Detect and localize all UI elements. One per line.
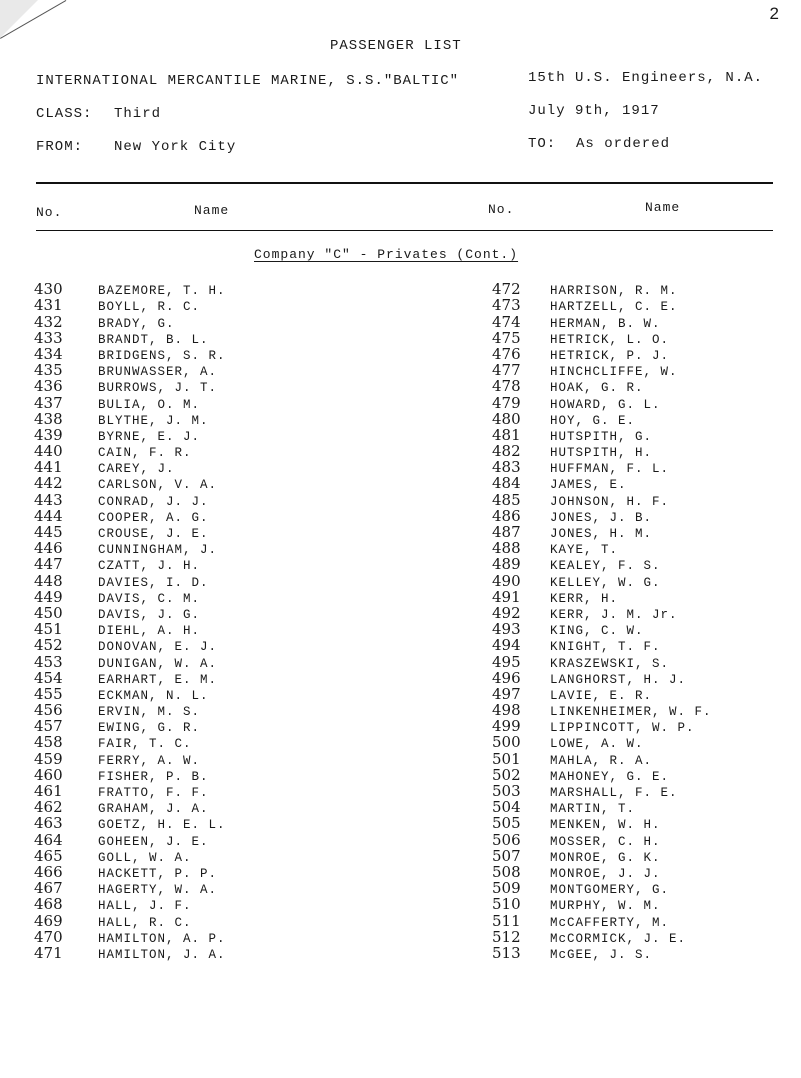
entry-name: MURPHY, W. M.	[550, 899, 661, 914]
entry-name: DUNIGAN, W. A.	[98, 656, 218, 671]
entry-name: MARTIN, T.	[550, 802, 636, 817]
entry-number: 435	[34, 361, 63, 380]
entry-name: KELLEY, W. G.	[550, 575, 661, 590]
entry-name: LAVIE, E. R.	[550, 688, 653, 703]
entry-name: McCORMICK, J. E.	[550, 931, 687, 946]
entry-number: 504	[492, 798, 521, 817]
entry-name: GOLL, W. A.	[98, 850, 192, 865]
entry-number: 513	[492, 943, 521, 962]
entry-number: 472	[492, 280, 521, 299]
entry-number: 436	[34, 377, 63, 396]
entry-name: CONRAD, J. J.	[98, 494, 209, 509]
entry-name: HETRICK, L. O.	[550, 332, 670, 347]
entry-number: 479	[492, 393, 521, 412]
entry-number: 488	[492, 539, 521, 558]
entry-name: BRIDGENS, S. R.	[98, 348, 226, 363]
entry-number: 493	[492, 620, 521, 639]
entry-name: McCAFFERTY, M.	[550, 915, 670, 930]
entry-number: 469	[34, 911, 63, 930]
entry-name: CUNNINGHAM, J.	[98, 543, 218, 558]
right-name-header: Name	[645, 200, 681, 215]
page-number: 2	[769, 4, 779, 23]
entry-number: 499	[492, 717, 521, 736]
entry-number: 490	[492, 571, 521, 590]
entry-name: FISHER, P. B.	[98, 769, 209, 784]
entry-name: LOWE, A. W.	[550, 737, 644, 752]
entry-name: ERVIN, M. S.	[98, 705, 201, 720]
entry-name: MOSSER, C. H.	[550, 834, 661, 849]
entry-number: 491	[492, 587, 521, 606]
entry-number: 461	[34, 782, 63, 800]
entry-name: EARHART, E. M.	[98, 672, 218, 687]
entry-number: 511	[492, 911, 521, 930]
to-value: As ordered	[576, 136, 671, 152]
entry-number: 471	[34, 943, 63, 962]
entry-number: 500	[492, 733, 521, 752]
list-item	[492, 943, 712, 962]
entry-name: BAZEMORE, T. H.	[98, 284, 226, 299]
entry-name: BRANDT, B. L.	[98, 332, 209, 347]
unit-name: 15th U.S. Engineers, N.A.	[528, 70, 764, 86]
entry-name: KEALEY, F. S.	[550, 559, 661, 574]
entry-number: 457	[34, 717, 63, 736]
entry-number: 468	[34, 895, 63, 914]
entry-number: 446	[34, 539, 63, 558]
entry-number: 456	[34, 701, 63, 720]
entry-number: 486	[492, 506, 521, 525]
entry-number: 483	[492, 458, 521, 477]
header-rule	[36, 182, 773, 184]
entry-number: 485	[492, 490, 521, 509]
entry-number: 498	[492, 701, 521, 720]
entry-number: 455	[34, 684, 63, 703]
entry-name: JOHNSON, H. F.	[550, 494, 670, 509]
entry-name: KRASZEWSKI, S.	[550, 656, 670, 671]
entry-number: 470	[34, 927, 63, 946]
entry-name: HUFFMAN, F. L.	[550, 462, 670, 477]
entry-name: MARSHALL, F. E.	[550, 786, 678, 800]
entry-number: 512	[492, 927, 521, 946]
entry-number: 467	[34, 879, 63, 898]
entry-name: BRADY, G.	[98, 316, 175, 331]
entry-number: 459	[34, 749, 63, 768]
entry-name: KING, C. W.	[550, 624, 644, 639]
entry-number: 507	[492, 846, 521, 865]
entry-name: GOHEEN, J. E.	[98, 834, 209, 849]
entry-number: 439	[34, 425, 63, 444]
from-label: FROM:	[36, 139, 84, 155]
entry-name: HINCHCLIFFE, W.	[550, 365, 678, 380]
entry-number: 443	[34, 490, 63, 509]
entry-name: HETRICK, P. J.	[550, 348, 670, 363]
entry-name: JONES, J. B.	[550, 510, 653, 525]
entry-number: 484	[492, 474, 521, 493]
entry-number: 431	[34, 296, 63, 315]
from-row	[36, 139, 236, 155]
entry-number: 476	[492, 344, 521, 363]
entry-name: MONTGOMERY, G.	[550, 883, 670, 898]
entry-number: 441	[34, 458, 63, 477]
entry-number: 453	[34, 652, 63, 671]
entry-name: MONROE, J. J.	[550, 866, 661, 881]
entry-name: BOYLL, R. C.	[98, 300, 201, 315]
entry-number: 482	[492, 442, 521, 461]
entry-number: 474	[492, 312, 521, 331]
entry-number: 497	[492, 684, 521, 703]
entry-name: HAMILTON, J. A.	[98, 947, 226, 962]
entry-name: KAYE, T.	[550, 543, 619, 558]
class-label: CLASS:	[36, 106, 93, 122]
entry-number: 475	[492, 328, 521, 347]
entry-number: 434	[34, 344, 63, 363]
entry-number: 464	[34, 830, 63, 849]
column-header-rule	[36, 230, 773, 231]
entry-number: 466	[34, 862, 63, 881]
entry-name: DAVIS, C. M.	[98, 591, 201, 606]
entry-number: 481	[492, 425, 521, 444]
list-item	[34, 943, 226, 962]
entry-number: 502	[492, 765, 521, 784]
entry-number: 478	[492, 377, 521, 396]
entry-name: MAHONEY, G. E.	[550, 769, 670, 784]
sailing-date: July 9th, 1917	[528, 103, 660, 119]
from-value: New York City	[114, 139, 237, 155]
entry-name: LANGHORST, H. J.	[550, 672, 687, 687]
entry-name: LIPPINCOTT, W. P.	[550, 721, 695, 736]
entry-number: 506	[492, 830, 521, 849]
entry-name: KERR, J. M. Jr.	[550, 607, 678, 622]
entry-number: 460	[34, 765, 63, 784]
entry-name: ECKMAN, N. L.	[98, 688, 209, 703]
entry-name: DAVIES, I. D.	[98, 575, 209, 590]
entry-name: HALL, J. F.	[98, 899, 192, 914]
entry-number: 448	[34, 571, 63, 590]
entry-name: HOY, G. E.	[550, 413, 636, 428]
entry-name: CROUSE, J. E.	[98, 527, 209, 541]
entry-number: 495	[492, 652, 521, 671]
entry-number: 445	[34, 523, 63, 541]
entry-name: HOAK, G. R.	[550, 381, 644, 396]
document-title: PASSENGER LIST	[330, 38, 462, 54]
entry-name: HACKETT, P. P.	[98, 866, 218, 881]
entry-name: HALL, R. C.	[98, 915, 192, 930]
entry-name: BLYTHE, J. M.	[98, 413, 209, 428]
entry-name: COOPER, A. G.	[98, 510, 209, 525]
ship-line: INTERNATIONAL MERCANTILE MARINE, S.S."BALTIC"	[36, 73, 460, 89]
entry-number: 496	[492, 668, 521, 687]
entry-name: FERRY, A. W.	[98, 753, 201, 768]
entry-name: EWING, G. R.	[98, 721, 201, 736]
entry-name: CARLSON, V. A.	[98, 478, 218, 493]
entry-number: 494	[492, 636, 521, 655]
entry-number: 501	[492, 749, 521, 768]
right-roster	[492, 282, 712, 962]
entry-number: 444	[34, 506, 63, 525]
entry-number: 458	[34, 733, 63, 752]
entry-number: 489	[492, 555, 521, 574]
entry-number: 462	[34, 798, 63, 817]
entry-name: HERMAN, B. W.	[550, 316, 661, 331]
to-label: TO:	[528, 136, 557, 152]
section-title: Company "C" - Privates (Cont.)	[254, 247, 519, 262]
entry-number: 438	[34, 409, 63, 428]
entry-number: 477	[492, 361, 521, 380]
entry-name: HOWARD, G. L.	[550, 397, 661, 412]
left-name-header: Name	[194, 203, 230, 218]
entry-name: MAHLA, R. A.	[550, 753, 653, 768]
entry-number: 465	[34, 846, 63, 865]
entry-number: 509	[492, 879, 521, 898]
right-no-header: No.	[488, 202, 515, 217]
entry-name: McGEE, J. S.	[550, 947, 653, 962]
entry-name: GRAHAM, J. A.	[98, 802, 209, 817]
entry-name: HAGERTY, W. A.	[98, 883, 218, 898]
entry-number: 480	[492, 409, 521, 428]
entry-number: 463	[34, 814, 63, 833]
entry-name: CAREY, J.	[98, 462, 175, 477]
entry-number: 508	[492, 862, 521, 881]
entry-name: CZATT, J. H.	[98, 559, 201, 574]
entry-number: 454	[34, 668, 63, 687]
entry-number: 451	[34, 620, 63, 639]
entry-name: KERR, H.	[550, 591, 619, 606]
left-no-header: No.	[36, 205, 63, 220]
entry-number: 450	[34, 603, 63, 622]
entry-number: 440	[34, 442, 63, 461]
entry-number: 432	[34, 312, 63, 331]
entry-name: BRUNWASSER, A.	[98, 365, 218, 380]
entry-name: DONOVAN, E. J.	[98, 640, 218, 655]
entry-name: HARTZELL, C. E.	[550, 300, 678, 315]
entry-name: HUTSPITH, H.	[550, 446, 653, 461]
entry-number: 449	[34, 587, 63, 606]
entry-number: 503	[492, 782, 521, 800]
entry-number: 452	[34, 636, 63, 655]
entry-name: HARRISON, R. M.	[550, 284, 678, 299]
entry-number: 447	[34, 555, 63, 574]
entry-name: LINKENHEIMER, W. F.	[550, 705, 712, 720]
entry-name: JONES, H. M.	[550, 527, 653, 541]
entry-number: 487	[492, 523, 521, 541]
class-value: Third	[114, 106, 162, 122]
entry-name: BULIA, O. M.	[98, 397, 201, 412]
entry-name: DAVIS, J. G.	[98, 607, 201, 622]
entry-name: CAIN, F. R.	[98, 446, 192, 461]
entry-name: GOETZ, H. E. L.	[98, 818, 226, 833]
left-roster	[34, 282, 226, 962]
class-row	[36, 106, 161, 122]
entry-number: 505	[492, 814, 521, 833]
entry-number: 473	[492, 296, 521, 315]
entry-number: 510	[492, 895, 521, 914]
entry-number: 437	[34, 393, 63, 412]
entry-name: HUTSPITH, G.	[550, 429, 653, 444]
entry-number: 492	[492, 603, 521, 622]
entry-name: FAIR, T. C.	[98, 737, 192, 752]
entry-name: FRATTO, F. F.	[98, 786, 209, 800]
entry-name: HAMILTON, A. P.	[98, 931, 226, 946]
entry-name: BURROWS, J. T.	[98, 381, 218, 396]
to-row	[528, 136, 670, 152]
entry-name: MENKEN, W. H.	[550, 818, 661, 833]
entry-name: JAMES, E.	[550, 478, 627, 493]
entry-name: DIEHL, A. H.	[98, 624, 201, 639]
entry-name: BYRNE, E. J.	[98, 429, 201, 444]
entry-name: KNIGHT, T. F.	[550, 640, 661, 655]
entry-number: 442	[34, 474, 63, 493]
entry-number: 433	[34, 328, 63, 347]
entry-number: 430	[34, 280, 63, 299]
entry-name: MONROE, G. K.	[550, 850, 661, 865]
